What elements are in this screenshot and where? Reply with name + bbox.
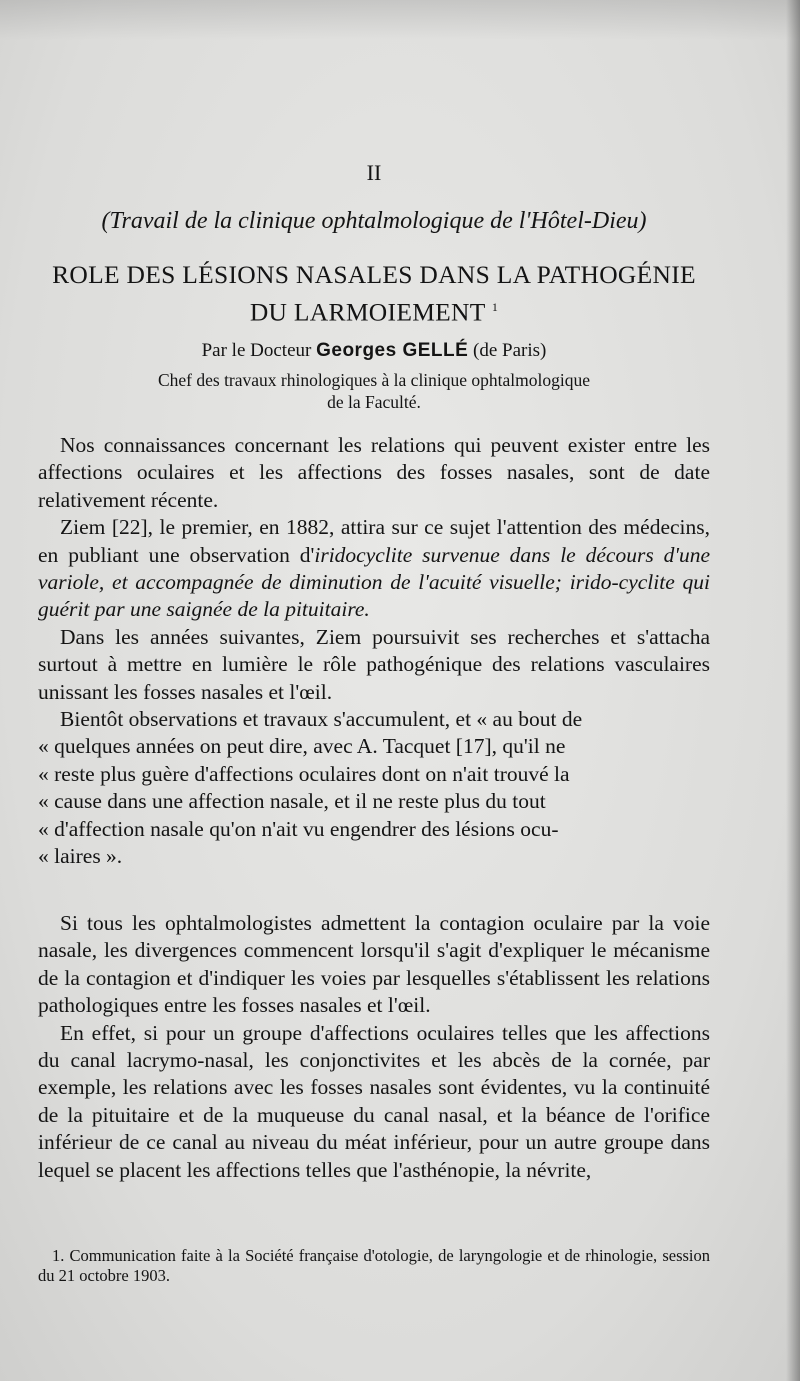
paragraph-4-quote: [38, 706, 710, 870]
quote-line: « d'affection nasale qu'on n'ait vu engendrer des lésions ocu-: [38, 816, 559, 841]
affiliation-line-1: Chef des travaux rhinologiques à la clinique ophtalmologique: [157, 370, 591, 390]
body-text-part-2: [38, 910, 710, 1184]
author-line: [38, 340, 710, 362]
author-prefix: Par le Docteur: [201, 340, 312, 361]
title-footnote-mark: 1: [491, 300, 499, 314]
paragraph-1: Nos connaissances concernant les relations qui peuvent exister entre les affections oculaires et les affections des fosses nasales, sont de date relativement récente.: [38, 433, 710, 512]
affiliation-line-2: de la Faculté.: [327, 392, 421, 412]
paragraph-6: En effet, si pour un groupe d'affections oculaires telles que les affections du canal lacrymo-nasal, les conjonctivites et les abcès de la cornée, par exemple, les relations avec les fosses nasales sont évidentes, vu la continuité de la pituitaire et de la muqueuse du canal nasal, et la béance de l'orifice inférieur de ce canal au niveau du méat inférieur, pour un autre groupe dans lequel se placent les affections telles que l'asthénopie, la névrite,: [38, 1020, 710, 1182]
quote-line: « cause dans une affection nasale, et il ne reste plus du tout: [38, 789, 546, 814]
section-number: II: [366, 160, 382, 185]
title-line-2: [38, 291, 710, 329]
article-title: [38, 258, 710, 329]
paragraph-2-text: Ziem [22], le premier, en 1882, attira sur ce sujet l'attention des médecins, en publiant une observation d': [38, 515, 710, 567]
title-line-2-text: DU LARMOIEMENT: [249, 297, 486, 327]
quote-line: « reste plus guère d'affections oculaires dont on n'ait trouvé la: [38, 761, 570, 786]
paragraph-2: [38, 514, 710, 624]
quote-line: « quelques années on peut dire, avec A. Tacquet [17], qu'il ne: [38, 734, 566, 759]
footnote: [38, 1246, 710, 1286]
author-name: Georges GELLÉ: [316, 340, 469, 361]
paragraph-3: Dans les années suivantes, Ziem poursuivit ses recherches et s'attacha surtout à mettre en lumière le rôle pathogénique des relations vasculaires unissant les fosses nasales et l'œil.: [38, 624, 710, 704]
author-suffix: (de Paris): [473, 340, 547, 361]
author-affiliation: [38, 369, 710, 413]
paragraph-5: Si tous les ophtalmologistes admettent la contagion oculaire par la voie nasale, les divergences commencent lorsqu'il s'agit d'expliquer le mécanisme de la contagion et d'indiquer les voies par lesquelles s'établissent les relations pathologiques entre les fosses nasales et l'œil.: [38, 911, 710, 1018]
quote-line: « laires ».: [38, 844, 123, 869]
footnote-text: 1. Communication faite à la Société française d'otologie, de laryngologie et de rhinologie, session du 21 octobre 1903.: [38, 1246, 710, 1285]
quote-line: Bientôt observations et travaux s'accumulent, et « au bout de: [60, 707, 583, 732]
paragraph-2-italic: iridocyclite survenue dans le décours d'une variole, et accompagnée de diminution de l'acuité visuelle; irido-cyclite qui guérit par une saignée de la pituitaire.: [38, 542, 710, 622]
title-line-1: ROLE DES LÉSIONS NASALES DANS LA PATHOGÉNIE: [52, 260, 696, 289]
clinic-line: (Travail de la clinique ophtalmologique de l'Hôtel-Dieu): [101, 208, 647, 234]
scan-edge-shadow: [786, 0, 800, 1381]
body-text-part-1: [38, 432, 710, 871]
scan-top-shadow: [0, 0, 800, 40]
